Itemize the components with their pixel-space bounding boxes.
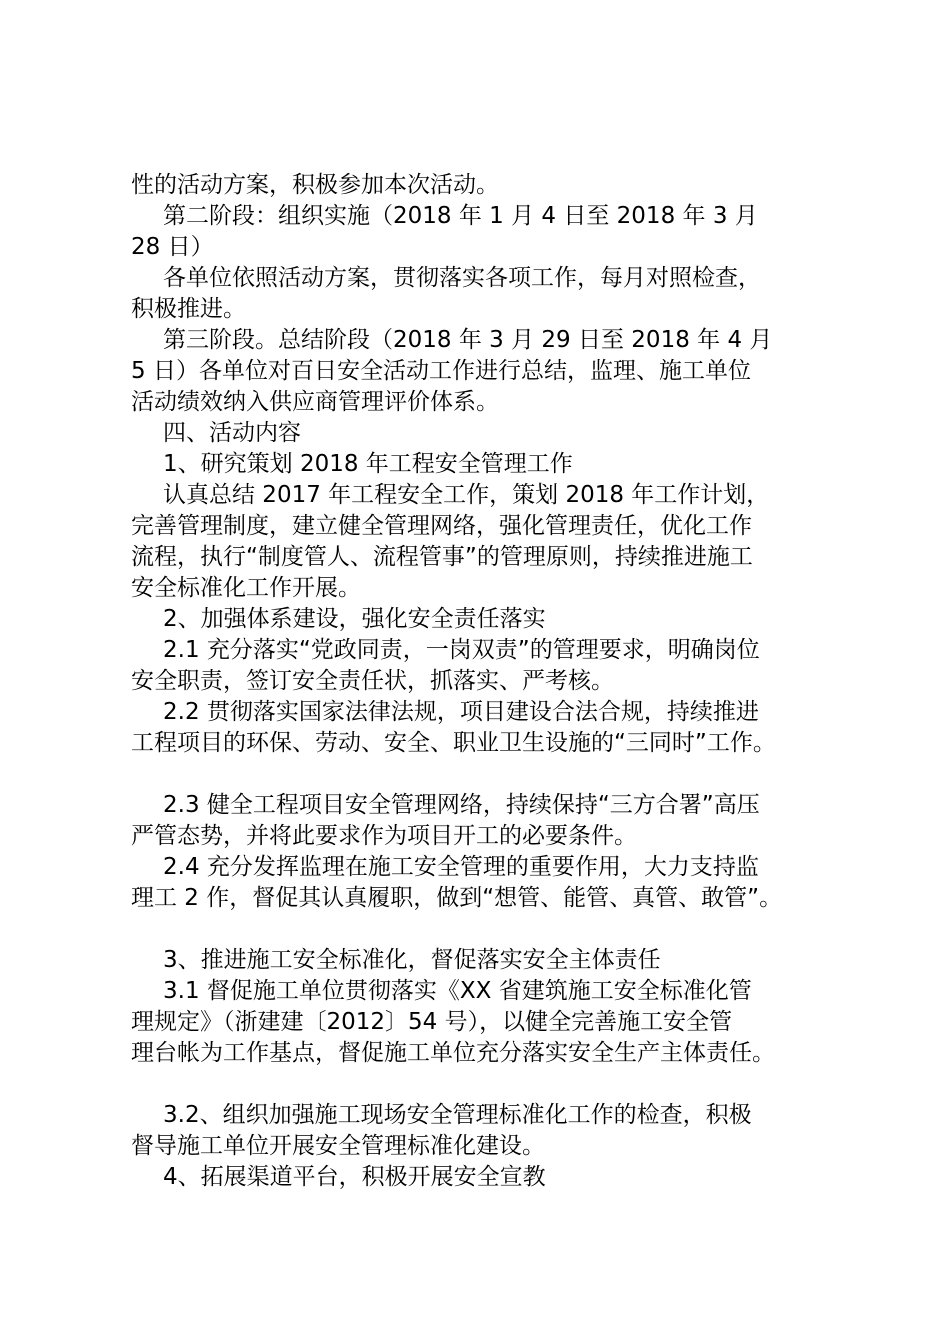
text-line: 流程，执行“制度管人、流程管事”的管理原则，持续推进施工 <box>131 544 753 570</box>
paragraph-gap <box>131 1069 851 1100</box>
text-line: 理规定》（浙建建〔2012〕54 号），以健全完善施工安全管 <box>131 1009 733 1035</box>
paragraph-gap <box>131 759 851 790</box>
subsection-heading: 3、推进施工安全标准化，督促落实安全主体责任 <box>163 947 661 973</box>
text-line: 完善管理制度，建立健全管理网络，强化管理责任，优化工作 <box>131 513 752 539</box>
text-line: 3.1 督促施工单位贯彻落实《XX 省建筑施工安全标准化管 <box>163 978 752 1004</box>
text-line: 安全职责，签订安全责任状，抓落实、严考核。 <box>131 668 614 694</box>
text-line: 2.3 健全工程项目安全管理网络，持续保持“三方合署”高压 <box>163 792 760 818</box>
text-line: 各单位依照活动方案，贯彻落实各项工作，每月对照检查， <box>163 265 761 291</box>
section-heading: 四、活动内容 <box>163 420 301 446</box>
text-line: 督导施工单位开展安全管理标准化建设。 <box>131 1133 545 1159</box>
text-line: 2.4 充分发挥监理在施工安全管理的重要作用，大力支持监 <box>163 854 759 880</box>
text-line: 第二阶段：组织实施（2018 年 1 月 4 日至 2018 年 3 月 <box>163 203 758 229</box>
text-line: 理台帐为工作基点，督促施工单位充分落实安全生产主体责任。 <box>131 1040 775 1066</box>
text-line: 认真总结 2017 年工程安全工作，策划 2018 年工作计划， <box>163 482 770 508</box>
text-line: 2.1 充分落实“党政同责，一岗双责”的管理要求，明确岗位 <box>163 637 760 663</box>
text-line: 第三阶段。总结阶段（2018 年 3 月 29 日至 2018 年 4 月 <box>163 327 773 353</box>
body-text <box>131 170 851 1193</box>
subsection-heading: 4、拓展渠道平台，积极开展安全宣教 <box>163 1164 546 1190</box>
subsection-heading: 1、研究策划 2018 年工程安全管理工作 <box>163 451 573 477</box>
subsection-heading: 2、加强体系建设，强化安全责任落实 <box>163 606 546 632</box>
text-line: 严管态势，并将此要求作为项目开工的必要条件。 <box>131 823 637 849</box>
text-line: 积极推进。 <box>131 296 246 322</box>
text-line: 3.2、组织加强施工现场安全管理标准化工作的检查，积极 <box>163 1102 752 1128</box>
text-line: 理工 2 作，督促其认真履职，做到“想管、能管、真管、敢管”。 <box>131 885 783 911</box>
text-line: 性的活动方案，积极参加本次活动。 <box>131 172 499 198</box>
text-line: 活动绩效纳入供应商管理评价体系。 <box>131 389 499 415</box>
text-line: 工程项目的环保、劳动、安全、职业卫生设施的“三同时”工作。 <box>131 730 776 756</box>
text-line: 2.2 贯彻落实国家法律法规，项目建设合法合规，持续推进 <box>163 699 759 725</box>
text-line: 安全标准化工作开展。 <box>131 575 361 601</box>
paragraph-gap <box>131 914 851 945</box>
text-line: 5 日）各单位对百日安全活动工作进行总结，监理、施工单位 <box>131 358 751 384</box>
text-line: 28 日） <box>131 234 214 260</box>
